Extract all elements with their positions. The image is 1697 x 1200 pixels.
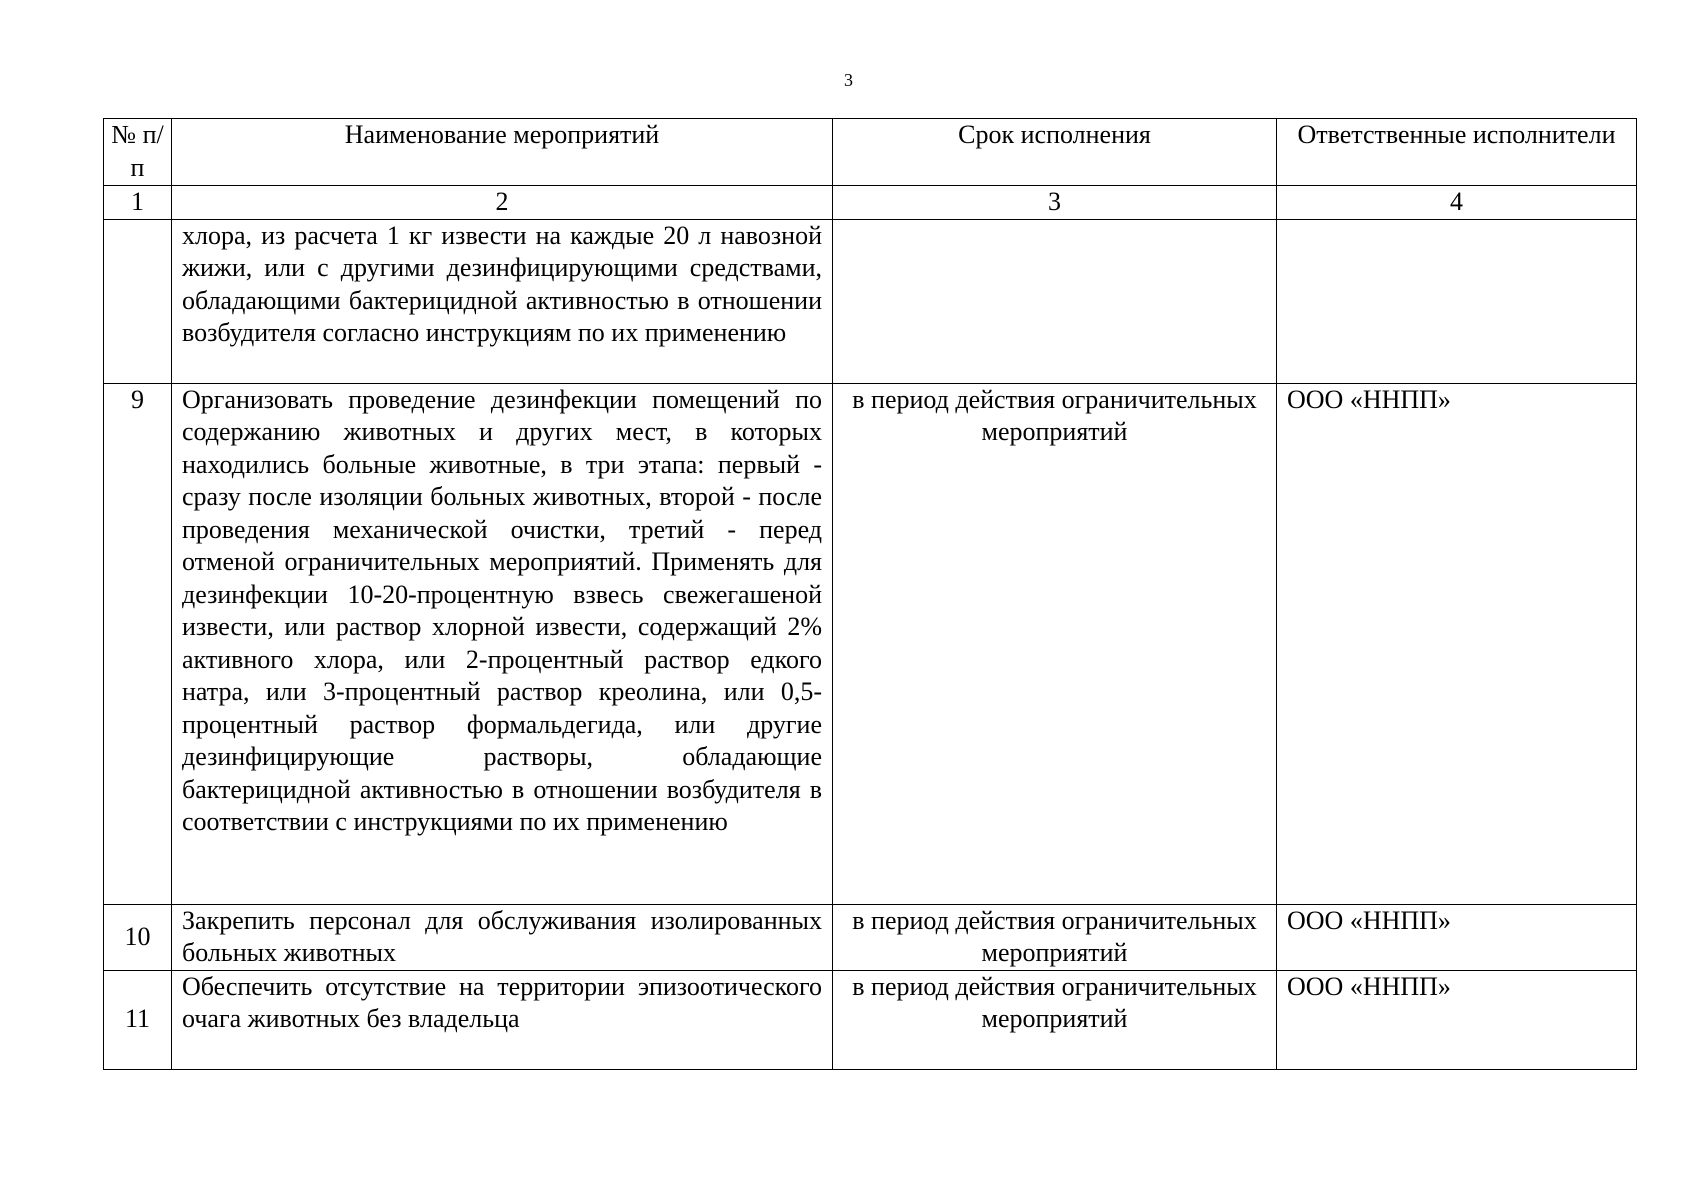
header-responsible: Ответственные исполнители [1277,119,1637,186]
table-row [104,970,1637,1069]
column-number: 1 [104,186,172,220]
row-number: 9 [104,383,172,904]
responsible [1277,219,1637,383]
header-deadline: Срок исполнения [833,119,1277,186]
header-number: № п/п [104,119,172,186]
measure-name: хлора, из расчета 1 кг извести на каждые 20 л навозной жижи, или с другими дезинфицирующими средствами, обладающими бактерицидной активностью в отношении возбудителя согласно инструкциям по их применению [172,219,833,383]
deadline [833,219,1277,383]
row-number: 11 [104,970,172,1069]
table-row [104,219,1637,383]
row-number [104,219,172,383]
header-measure-name: Наименование мероприятий [172,119,833,186]
row-number: 10 [104,904,172,970]
table-row [104,904,1637,970]
deadline: в период действия ограничительных мероприятий [833,383,1277,904]
table-header-row [104,119,1637,186]
deadline: в период действия ограничительных мероприятий [833,904,1277,970]
page-number: 3 [844,70,853,90]
measure-name: Обеспечить отсутствие на территории эпизоотического очага животных без владельца [172,970,833,1069]
column-number: 4 [1277,186,1637,220]
measure-name: Организовать проведение дезинфекции помещений по содержанию животных и других мест, в которых находились больные животные, в три этапа: первый - сразу после изоляции больных животных, второй - после проведения механической очистки, третий - перед отменой ограничительных мероприятий. Применять для дезинфекции 10-20-процентную взвесь свежегашеной извести, или раствор хлорной извести, содержащий 2% активного хлора, или 2-процентный раствор едкого натра, или 3-процентный раствор креолина, или 0,5-процентный раствор формальдегида, или другие дезинфицирующие растворы, обладающие бактерицидной активностью в отношении возбудителя в соответствии с инструкциями по их применению [172,383,833,904]
responsible: ООО «ННПП» [1277,383,1637,904]
responsible: ООО «ННПП» [1277,904,1637,970]
deadline: в период действия ограничительных мероприятий [833,970,1277,1069]
column-number: 3 [833,186,1277,220]
column-number-row [104,186,1637,220]
measures-table [103,118,1637,1070]
table-row [104,383,1637,904]
measure-name: Закрепить персонал для обслуживания изолированных больных животных [172,904,833,970]
responsible: ООО «ННПП» [1277,970,1637,1069]
column-number: 2 [172,186,833,220]
